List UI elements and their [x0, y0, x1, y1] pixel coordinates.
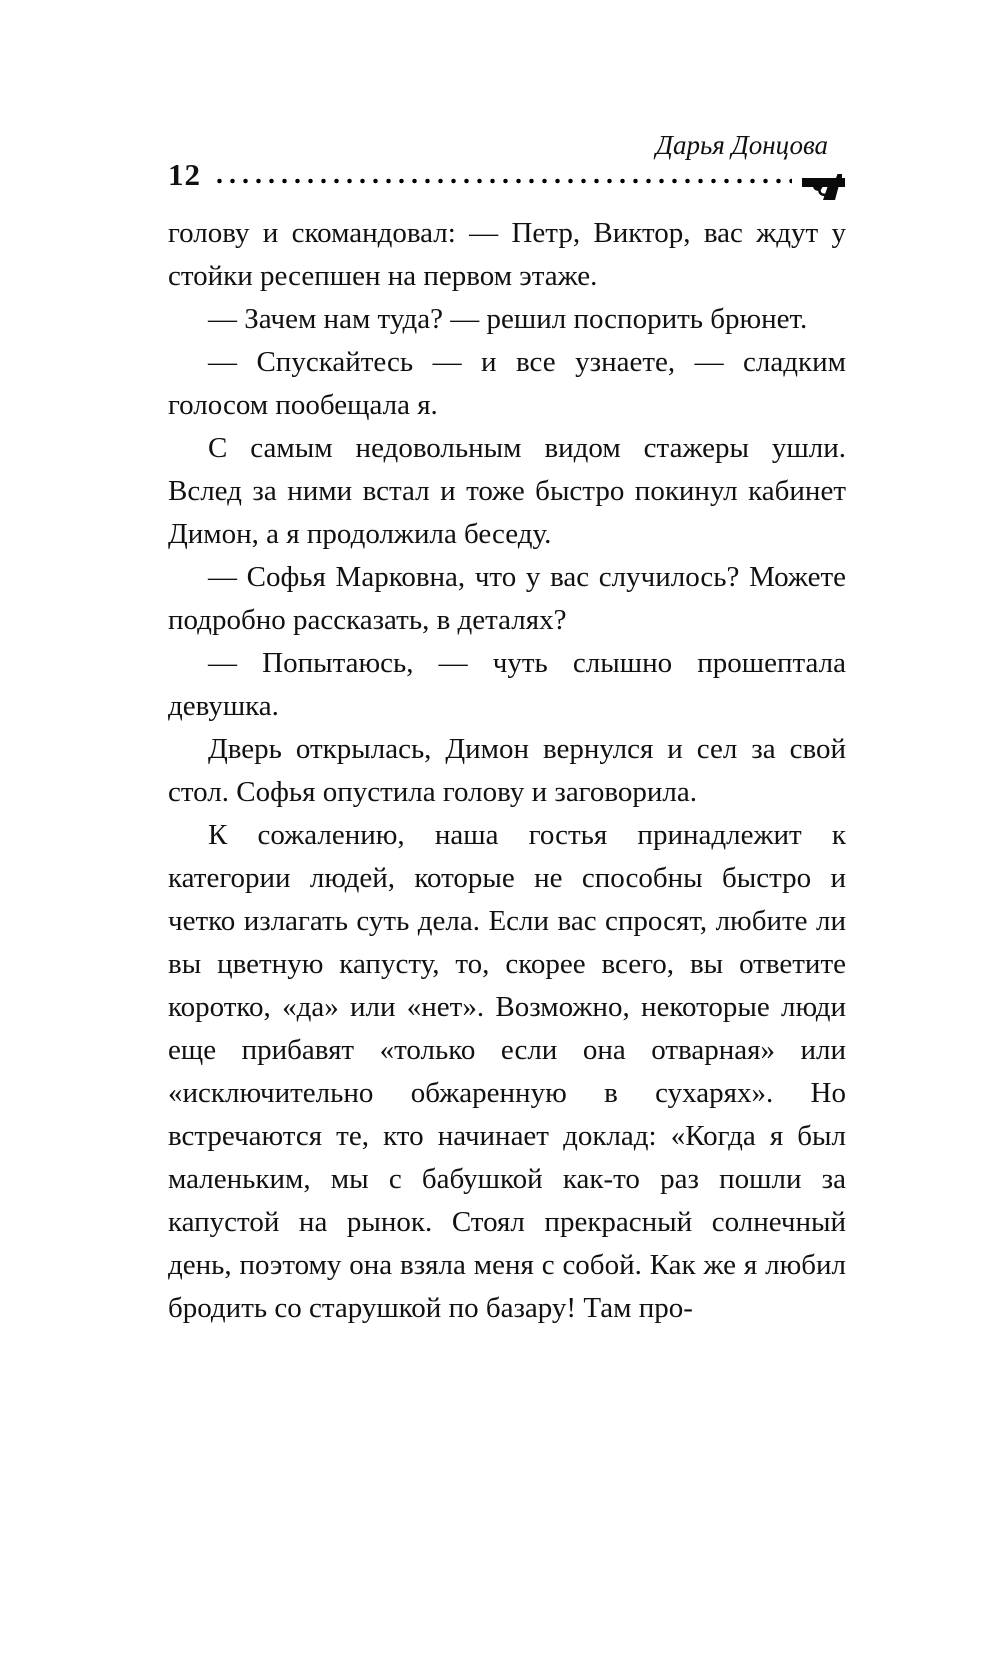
paragraph: С самым недовольным видом стажеры ушли. Вслед за ними встал и тоже быстро покинул кабинет Димон, а я продолжила беседу. [168, 432, 846, 550]
gun-icon [800, 170, 848, 204]
paragraph: — Софья Марковна, что у вас случилось? Можете подробно рассказать, в деталях? [168, 561, 846, 636]
paragraph: — Попытаюсь, — чуть слышно прошептала девушка. [168, 647, 846, 722]
paragraph: — Зачем нам туда? — решил поспорить брюнет. [208, 303, 808, 335]
paragraph: К сожалению, наша гостья принадлежит к категории людей, которые не способны быстро и четко излагать суть дела. Если вас спросят, любите ли вы цветную капусту, то, скорее всего, вы ответите коротко, «да» или «нет». Возможно, некоторые люди еще прибавят «только если она отварная» или «исключительно обжаренную в сухарях». Но встречаются те, кто начинает доклад: «Когда я был маленьким, мы с бабушкой как-то раз пошли за капустой на рынок. Стоял прекрасный солнечный день, поэтому она взяла меня с собой. Как же я любил бродить со старушкой по базару! Там про- [168, 819, 846, 1324]
page-body [168, 212, 846, 1330]
page-number: 12 [168, 157, 201, 192]
page-content [168, 132, 846, 1330]
author-name: Дарья Донцова [655, 130, 828, 160]
paragraph: — Спускайтесь — и все узнаете, — сладким голосом пообещала я. [168, 346, 846, 421]
paragraph: голову и скомандовал: — Петр, Виктор, вас ждут у стойки ресепшен на первом этаже. [168, 217, 846, 292]
header-rule-row [168, 158, 846, 192]
dotted-leader [213, 177, 792, 185]
running-head [168, 132, 846, 194]
paragraph: Дверь открылась, Димон вернулся и сел за свой стол. Софья опустила голову и заговорила. [168, 733, 846, 808]
